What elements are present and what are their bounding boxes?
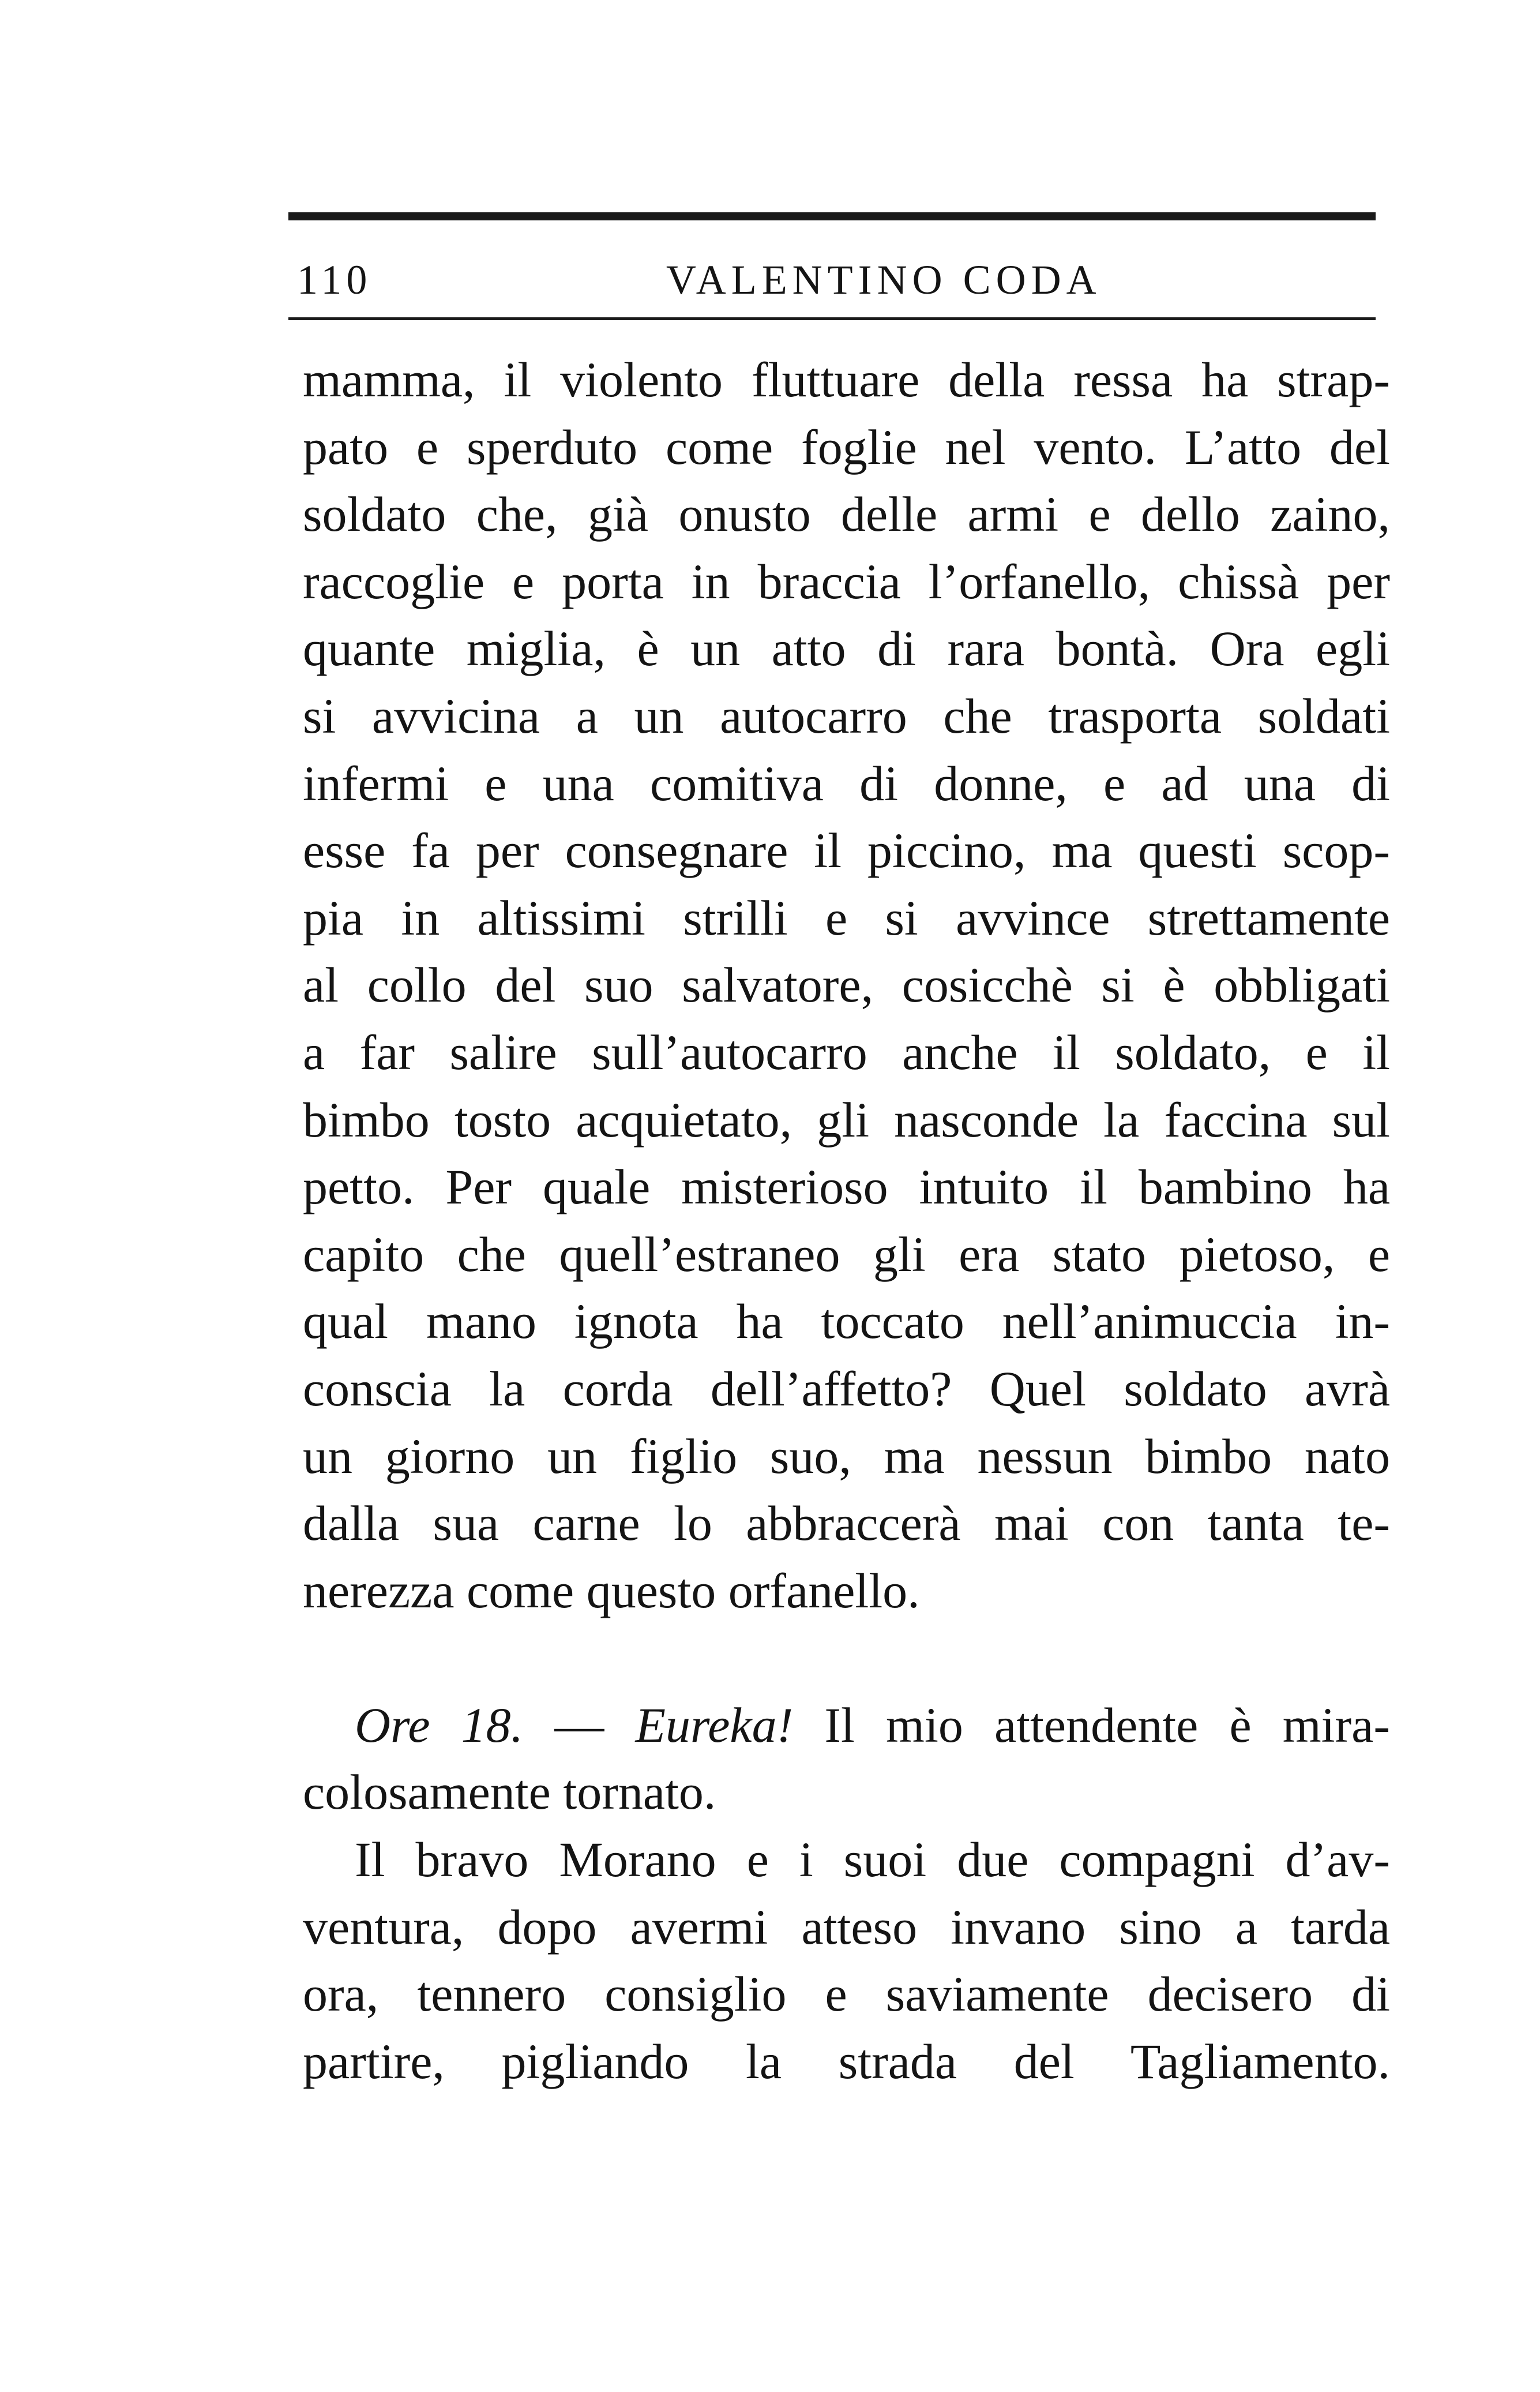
text-line: qual mano ignota ha toccato nell’animuccia in-: [303, 1294, 1390, 1349]
text-line: pato e sperduto come foglie nel vento. L’atto del: [303, 419, 1390, 475]
page-number: 110: [297, 257, 372, 303]
text-line: Il bravo Morano e i suoi due compagni d’av-: [355, 1832, 1390, 1888]
paragraph-spacer: [303, 1624, 1390, 1692]
paragraph-3: [303, 1826, 1390, 2095]
em-dash: —: [523, 1697, 636, 1753]
text-line: pia in altissimi strilli e si avvince strettamente: [303, 890, 1390, 946]
text-line: ventura, dopo avermi atteso invano sino a tarda: [303, 1899, 1390, 1955]
text-line: quante miglia, è un atto di rara bontà. Ora egli: [303, 621, 1390, 677]
text-line: infermi e una comitiva di donne, e ad una di: [303, 755, 1390, 811]
text-line: nerezza come questo orfanello.: [303, 1562, 920, 1618]
text-line: soldato che, già onusto delle armi e dello zaino,: [303, 486, 1390, 542]
running-title: VALENTINO CODA: [666, 257, 1102, 303]
header-bottom-rule: [288, 317, 1376, 320]
text-line: capito che quell’estraneo gli era stato pietoso, e: [303, 1226, 1390, 1282]
text-line: [303, 1692, 1390, 1759]
header-top-rule: [288, 212, 1376, 220]
text-line: un giorno un figlio suo, ma nessun bimbo nato: [303, 1428, 1390, 1484]
text-line: petto. Per quale misterioso intuito il bambino ha: [303, 1159, 1390, 1215]
text-line: mamma, il violento fluttuare della ressa ha strap-: [303, 352, 1390, 407]
paragraph-2: [303, 1692, 1390, 1826]
text-line: conscia la corda dell’affetto? Quel soldato avrà: [303, 1360, 1390, 1416]
text-line: a far salire sull’autocarro anche il soldato, e il: [303, 1024, 1390, 1080]
text-line: esse fa per consegnare il piccino, ma questi scop-: [303, 823, 1390, 879]
text-line: partire, pigliando la strada del Tagliamento.: [303, 2033, 1390, 2089]
time-label: Ore 18.: [355, 1697, 524, 1753]
text-line: dalla sua carne lo abbraccerà mai con tanta te-: [303, 1495, 1390, 1551]
text-run: Il mio attendente è mira-: [793, 1697, 1390, 1753]
text-line: si avvicina a un autocarro che trasporta soldati: [303, 688, 1390, 744]
running-head: [297, 245, 1367, 314]
text-line: raccoglie e porta in braccia l’orfanello, chissà per: [303, 553, 1390, 609]
text-line: al collo del suo salvatore, cosicchè si è obbligati: [303, 957, 1390, 1013]
body-text: [303, 346, 1390, 2095]
text-line: bimbo tosto acquietato, gli nasconde la faccina sul: [303, 1092, 1390, 1148]
paragraph-1: [303, 346, 1390, 1624]
exclamation: Eureka!: [635, 1697, 794, 1753]
text-line: colosamente tornato.: [303, 1764, 716, 1820]
text-line: ora, tennero consiglio e saviamente decisero di: [303, 1966, 1390, 2022]
